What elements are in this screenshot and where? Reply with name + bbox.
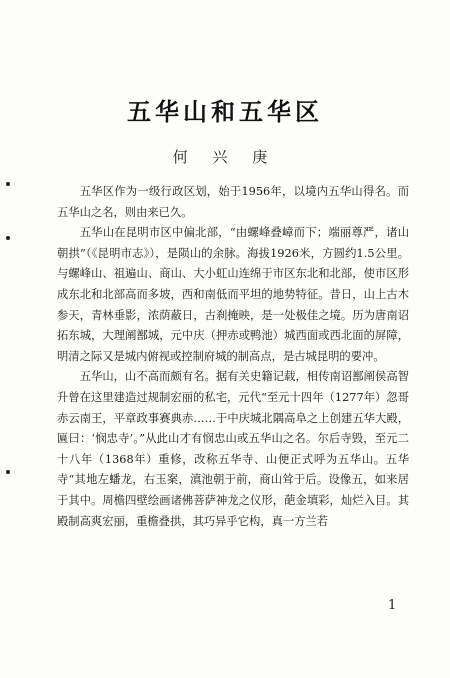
scan-speck bbox=[6, 182, 10, 186]
paragraph: 五华山在昆明市区中偏北部，“由螺峰叠嶂而下；端丽尊严，诸山朝拱”（《昆明市志》），是陨山的余脉。海拔1926米，方圆约1.5公里。与螺峰山、祖遍山、商山、大小虹山连绵于市区东北和北部，使市区形成东北和北部高而多坡，西和南低而平坦的地势特征。昔日，山上古木参天，青林垂影，浓荫蔽日，古刹掩映，是一处极佳之境。历为唐南诏拓东城，大理阐鄯城，元中庆（押赤或鸭池）城西面或西北面的屏障，明清之际又是城内俯视或控制府城的制高点，是古城昆明的要冲。 bbox=[57, 226, 409, 363]
article-body bbox=[57, 182, 409, 532]
page-title: 五华山和五华区 bbox=[127, 98, 323, 126]
page-number: 1 bbox=[388, 598, 397, 613]
paragraph: 五华区作为一级行政区划，始于1956年，以境内五华山得名。而五华山之名，则由来已久。 bbox=[57, 185, 409, 219]
scan-speck bbox=[6, 470, 10, 474]
paragraph: 五华山，山不高而颇有名。据有关史籍记载，相传南诏鄯阐侯高智升曾在这里建造过规制宏丽的私宅，元代“至元十四年（1277年）忽哥赤云南王，平章政事赛典赤……于中庆城北隅高阜之上创建五华大殿，匾曰：‘悯忠寺’。”从此山才有悯忠山或五华山之名。尔后寺毁，至元二十八年（1368年）重修，改称五华寺、山便正式呼为五华山。五华寺“其地左蟠龙，右玉案，滇池朝于前，商山耸于后。设像五，如来居于其中。周檐四壁绘画诸佛菩萨神龙之仪形，葩金填彩，灿烂入目。其殿制高爽宏丽，重檐叠拱，其巧异乎它构，真一方兰若 bbox=[57, 370, 409, 528]
scan-speck bbox=[6, 236, 10, 240]
author-name: 何 兴 庚 bbox=[172, 148, 278, 166]
